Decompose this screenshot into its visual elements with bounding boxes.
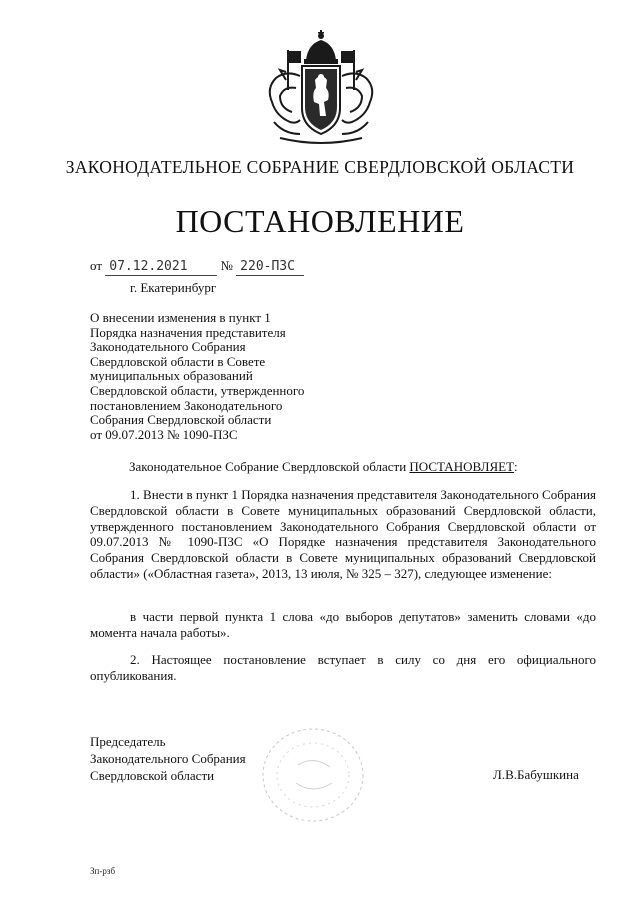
signatory-title-line: Свердловской области <box>90 768 215 783</box>
number-label: № <box>220 258 233 273</box>
city-label: г. Екатеринбург <box>130 280 217 295</box>
document-subject <box>90 311 390 442</box>
subject-line: О внесении изменения в пункт 1 <box>90 310 271 325</box>
paragraph-1: 1. Внести в пункт 1 Порядка назначения представителя Законодательного Собрания Свердловской области в Совете муниципальных образований Свердловской области, утвержденного постановлением Законодательного Собрания Свердловской области от 09.07.2013 № 1090-ПЗС «О Порядке назначения представителя Законодательного Собрания Свердловской области в Совете муниципальных образований Свердловской области» («Областная газета», 2013, 13 июля, № 325 – 327), следующее изменение: <box>90 487 596 581</box>
document-code: Зп-рзб <box>90 866 116 876</box>
preamble-text: Законодательное Собрание Свердловской области <box>129 459 410 474</box>
resolves-verb: ПОСТАНОВЛЯЕТ <box>409 459 515 474</box>
paragraph-1-amendment: в части первой пункта 1 слова «до выборов депутатов» заменить словами «до момента начала работы». <box>90 609 596 640</box>
signatory-name: Л.В.Бабушкина <box>493 767 579 782</box>
subject-line: Свердловской области, утвержденного <box>90 382 305 398</box>
subject-line: Законодательного Собрания <box>90 339 246 355</box>
organization-name: ЗАКОНОДАТЕЛЬНОЕ СОБРАНИЕ СВЕРДЛОВСКОЙ ОБЛАСТИ <box>65 157 575 177</box>
subject-line: Порядка назначения представителя <box>90 324 286 340</box>
subject-line: постановлением Законодательного <box>90 397 283 413</box>
document-type-title: ПОСТАНОВЛЕНИЕ <box>175 203 465 239</box>
subject-line: муниципальных образований <box>90 368 253 384</box>
subject-line: Свердловской области в Совете <box>90 353 266 369</box>
preamble-colon: : <box>514 459 518 474</box>
signatory-title <box>90 733 246 784</box>
document-date: 07.12.2021 <box>105 260 217 276</box>
paragraph-2: 2. Настоящее постановление вступает в силу со дня его официального опубликования. <box>90 652 596 683</box>
subject-line: Собрания Свердловской области <box>90 412 272 428</box>
document-number: 220-ПЗС <box>236 260 304 276</box>
seal-stamp-icon <box>258 725 368 825</box>
coat-of-arms-icon <box>256 30 386 148</box>
document-number-line <box>90 258 304 276</box>
from-label: от <box>90 258 103 273</box>
subject-line: от 09.07.2013 № 1090-ПЗС <box>90 426 238 442</box>
signatory-title-line: Председатель <box>90 734 166 749</box>
resolution-preamble <box>129 459 518 475</box>
signatory-title-line: Законодательного Собрания <box>90 751 246 766</box>
